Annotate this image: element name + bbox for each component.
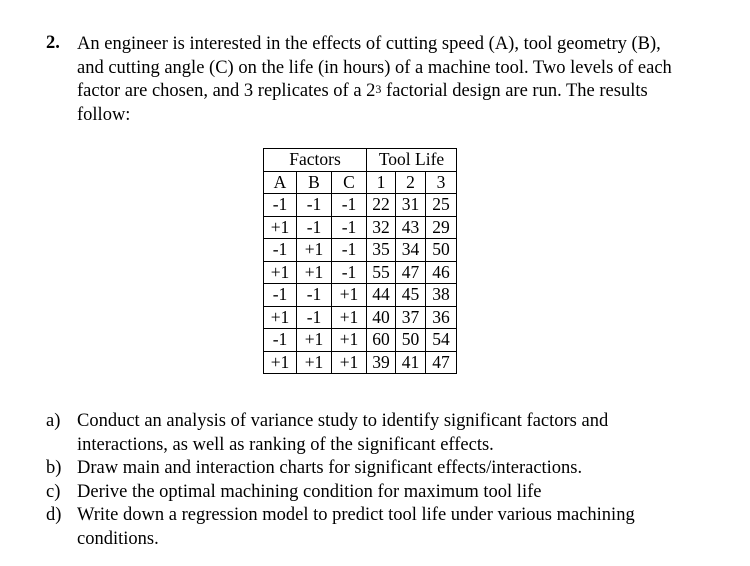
table-column-header-row [264,171,457,194]
rep2-cell: 34 [396,239,426,262]
col-header-a: A [264,171,297,194]
rep1-cell: 40 [367,306,396,329]
col-header-b: B [297,171,332,194]
question-text [77,33,737,127]
rep2-cell: 45 [396,284,426,307]
table-row [264,239,457,262]
factor-a-cell: +1 [264,306,297,329]
rep1-cell: 44 [367,284,396,307]
question-line [77,80,737,104]
rep2-cell: 50 [396,329,426,352]
rep3-cell: 25 [426,194,457,217]
task-label: b) [46,458,62,478]
task-item [46,410,736,457]
factor-c-cell: -1 [332,239,367,262]
rep1-cell: 22 [367,194,396,217]
rep3-cell: 47 [426,351,457,374]
task-text-line: Write down a regression model to predict tool life under various machining [77,505,635,525]
factor-a-cell: +1 [264,261,297,284]
factor-a-cell: -1 [264,194,297,217]
rep3-cell: 46 [426,261,457,284]
factor-a-cell: -1 [264,284,297,307]
task-list [46,410,736,551]
factor-c-cell: +1 [332,329,367,352]
superscript-exponent: 3 [375,82,382,96]
rep2-cell: 47 [396,261,426,284]
question-line: follow: [77,104,131,125]
task-text-line: Conduct an analysis of variance study to identify significant factors and [77,411,609,431]
factor-a-cell: -1 [264,239,297,262]
rep3-cell: 38 [426,284,457,307]
rep1-cell: 35 [367,239,396,262]
table-row [264,306,457,329]
question-line: and cutting angle (C) on the life (in hours) of a machine tool. Two levels of each [77,57,672,78]
rep2-cell: 37 [396,306,426,329]
factor-c-cell: +1 [332,351,367,374]
table-row [264,216,457,239]
rep1-cell: 60 [367,329,396,352]
rep2-cell: 43 [396,216,426,239]
rep3-cell: 36 [426,306,457,329]
question-line-part: factorial design are run. The results [381,81,648,101]
question-line-part: factor are chosen, and 3 replicates of a 2 [77,81,376,101]
factors-header: Factors [264,149,367,172]
task-label: c) [46,481,61,502]
task-text-line: conditions. [77,528,159,549]
table-group-header-row [264,149,457,172]
factor-c-cell: +1 [332,306,367,329]
rep2-cell: 31 [396,194,426,217]
col-header-c: C [332,171,367,194]
factor-b-cell: -1 [297,306,332,329]
factor-b-cell: +1 [297,329,332,352]
rep1-cell: 32 [367,216,396,239]
factor-a-cell: -1 [264,329,297,352]
factor-c-cell: -1 [332,194,367,217]
rep3-cell: 54 [426,329,457,352]
task-text-line: Derive the optimal machining condition for maximum tool life [77,481,542,502]
table-row [264,261,457,284]
task-text-line: Draw main and interaction charts for significant effects/interactions. [77,458,583,478]
table-row [264,194,457,217]
question-number: 2. [46,33,60,53]
factor-a-cell: +1 [264,351,297,374]
table-row [264,284,457,307]
task-label: a) [46,411,61,431]
task-text-line: interactions, as well as ranking of the significant effects. [77,434,494,455]
factorial-design-table [263,148,457,374]
factor-b-cell: -1 [297,216,332,239]
rep3-cell: 29 [426,216,457,239]
rep1-cell: 55 [367,261,396,284]
table-row [264,351,457,374]
task-item [46,504,736,551]
factor-c-cell: +1 [332,284,367,307]
rep2-cell: 41 [396,351,426,374]
col-header-rep2: 2 [396,171,426,194]
rep3-cell: 50 [426,239,457,262]
table-row [264,329,457,352]
factor-a-cell: +1 [264,216,297,239]
task-item [46,457,736,481]
rep1-cell: 39 [367,351,396,374]
question-line: An engineer is interested in the effects of cutting speed (A), tool geometry (B), [77,34,661,54]
col-header-rep1: 1 [367,171,396,194]
factor-b-cell: -1 [297,194,332,217]
col-header-rep3: 3 [426,171,457,194]
factor-c-cell: -1 [332,261,367,284]
task-label: d) [46,505,62,525]
task-item [46,481,736,505]
tool-life-header: Tool Life [367,149,457,172]
factor-b-cell: +1 [297,261,332,284]
factor-b-cell: +1 [297,351,332,374]
factor-b-cell: -1 [297,284,332,307]
factor-b-cell: +1 [297,239,332,262]
factor-c-cell: -1 [332,216,367,239]
